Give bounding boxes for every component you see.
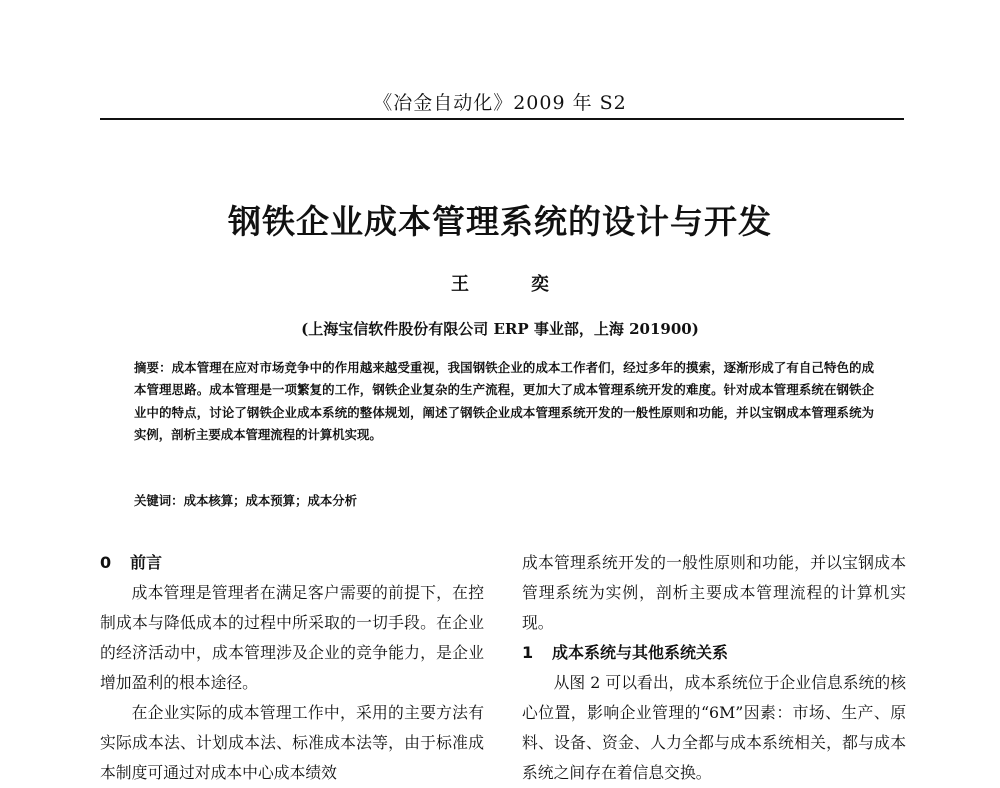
abstract-label: 摘要： <box>134 360 172 375</box>
paragraph: 从图 2 可以看出，成本系统位于企业信息系统的核心位置，影响企业管理的“6M”因素：市场、生产、原料、设备、资金、人力全都与成本系统相关，都与成本系统之间存在着信息交换。 <box>522 673 906 782</box>
journal-header: 《冶金自动化》2009 年 S2 <box>373 92 627 114</box>
paragraph: 成本管理是管理者在满足客户需要的前提下，在控制成本与降低成本的过程中所采取的一切手段。在企业的经济活动中，成本管理涉及企业的竞争能力，是企业增加盈利的根本途径。 <box>100 583 484 692</box>
paragraph-continued: 成本管理系统开发的一般性原则和功能，并以宝钢成本管理系统为实例，剖析主要成本管理流程的计算机实现。 <box>522 553 906 632</box>
paper-title: 钢铁企业成本管理系统的设计与开发 <box>228 202 772 241</box>
section-title: 前言 <box>130 553 163 572</box>
keywords-text: 成本核算；成本预算；成本分析 <box>183 493 358 508</box>
paragraph: 在企业实际的成本管理工作中，采用的主要方法有实际成本法、计划成本法、标准成本法等，由于标准成本制度可通过对成本中心成本绩效 <box>100 703 484 782</box>
abstract-text: 成本管理在应对市场竞争中的作用越来越受重视，我国钢铁企业的成本工作者们，经过多年的摸索，逐渐形成了有自己特色的成本管理思路。成本管理是一项繁复的工作，钢铁企业复杂的生产流程，更加大了成本管理系统开发的难度。针对成本管理系统在钢铁企业中的特点，讨论了钢铁企业成本系统的整体规划，阐述了钢铁企业成本管理系统开发的一般性原则和功能，并以宝钢成本管理系统为实例，剖析主要成本管理流程的计算机实现。 <box>134 360 875 443</box>
section-number: 1 <box>522 643 534 662</box>
header-rule <box>100 118 904 120</box>
left-column <box>100 548 484 788</box>
section-heading-1 <box>522 638 906 668</box>
affiliation: (上海宝信软件股份有限公司 ERP 事业部，上海 201900) <box>301 320 699 338</box>
keywords <box>134 491 874 509</box>
section-heading-0 <box>100 548 484 578</box>
section-number: 0 <box>100 553 112 572</box>
abstract <box>134 357 874 447</box>
author: 王 奕 <box>451 274 571 295</box>
right-column <box>522 548 906 788</box>
section-title: 成本系统与其他系统关系 <box>552 643 729 662</box>
keywords-label: 关键词： <box>134 493 184 508</box>
